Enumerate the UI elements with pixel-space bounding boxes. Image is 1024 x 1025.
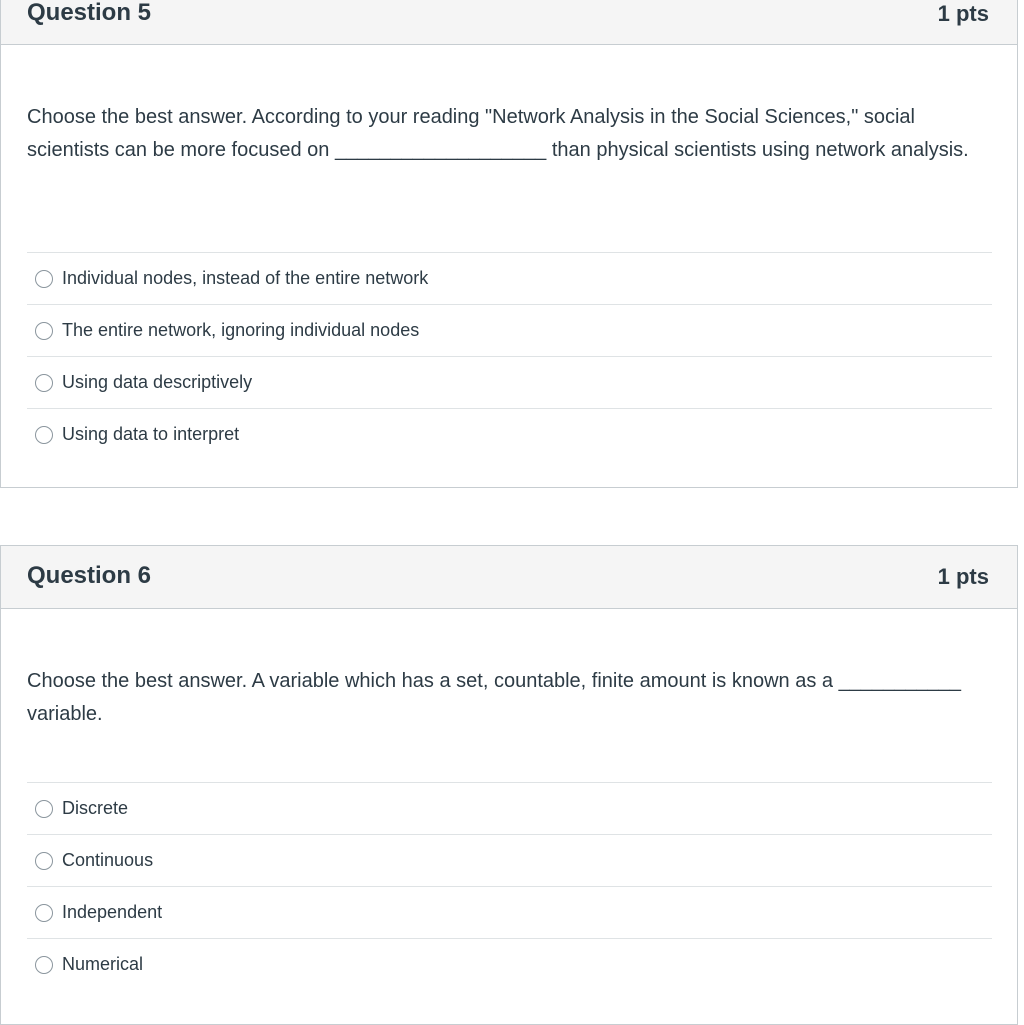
- radio-button[interactable]: [35, 322, 53, 340]
- answer-option[interactable]: [27, 887, 992, 939]
- question-header: [1, 0, 1017, 45]
- question-text: Choose the best answer. According to your reading "Network Analysis in the Social Sciences," social scientists can be more focused on ___________________ than physical scientists using network analysis.: [27, 106, 969, 161]
- answer-label: Individual nodes, instead of the entire network: [62, 268, 429, 288]
- answer-list: [27, 252, 992, 460]
- answer-label: Using data descriptively: [62, 372, 253, 392]
- answer-option[interactable]: [27, 305, 992, 357]
- answer-option[interactable]: [27, 357, 992, 409]
- answer-label: Discrete: [62, 798, 129, 818]
- radio-button[interactable]: [35, 852, 53, 870]
- answer-option[interactable]: [27, 783, 992, 835]
- question-title: Question 5: [27, 0, 152, 26]
- question-header: [1, 546, 1017, 609]
- question-text: Choose the best answer. A variable which has a set, countable, finite amount is known as a ___________ variable.: [27, 670, 961, 725]
- question-points: 1 pts: [937, 564, 989, 589]
- answer-label: Numerical: [62, 954, 144, 974]
- radio-button[interactable]: [35, 374, 53, 392]
- radio-button[interactable]: [35, 270, 53, 288]
- radio-button[interactable]: [35, 426, 53, 444]
- radio-button[interactable]: [35, 800, 53, 818]
- answer-label: Independent: [62, 902, 163, 922]
- answer-option[interactable]: [27, 939, 992, 990]
- question-6-card: [0, 545, 1018, 1025]
- question-title: Question 6: [27, 562, 152, 589]
- answer-label: Continuous: [62, 850, 154, 870]
- answer-list: [27, 782, 992, 990]
- answer-label: Using data to interpret: [62, 424, 240, 444]
- answer-option[interactable]: [27, 409, 992, 460]
- radio-button[interactable]: [35, 904, 53, 922]
- answer-option[interactable]: [27, 835, 992, 887]
- answer-label: The entire network, ignoring individual nodes: [62, 320, 420, 340]
- question-points: 1 pts: [937, 1, 989, 26]
- answer-option[interactable]: [27, 253, 992, 305]
- question-5-card: [0, 0, 1018, 488]
- radio-button[interactable]: [35, 956, 53, 974]
